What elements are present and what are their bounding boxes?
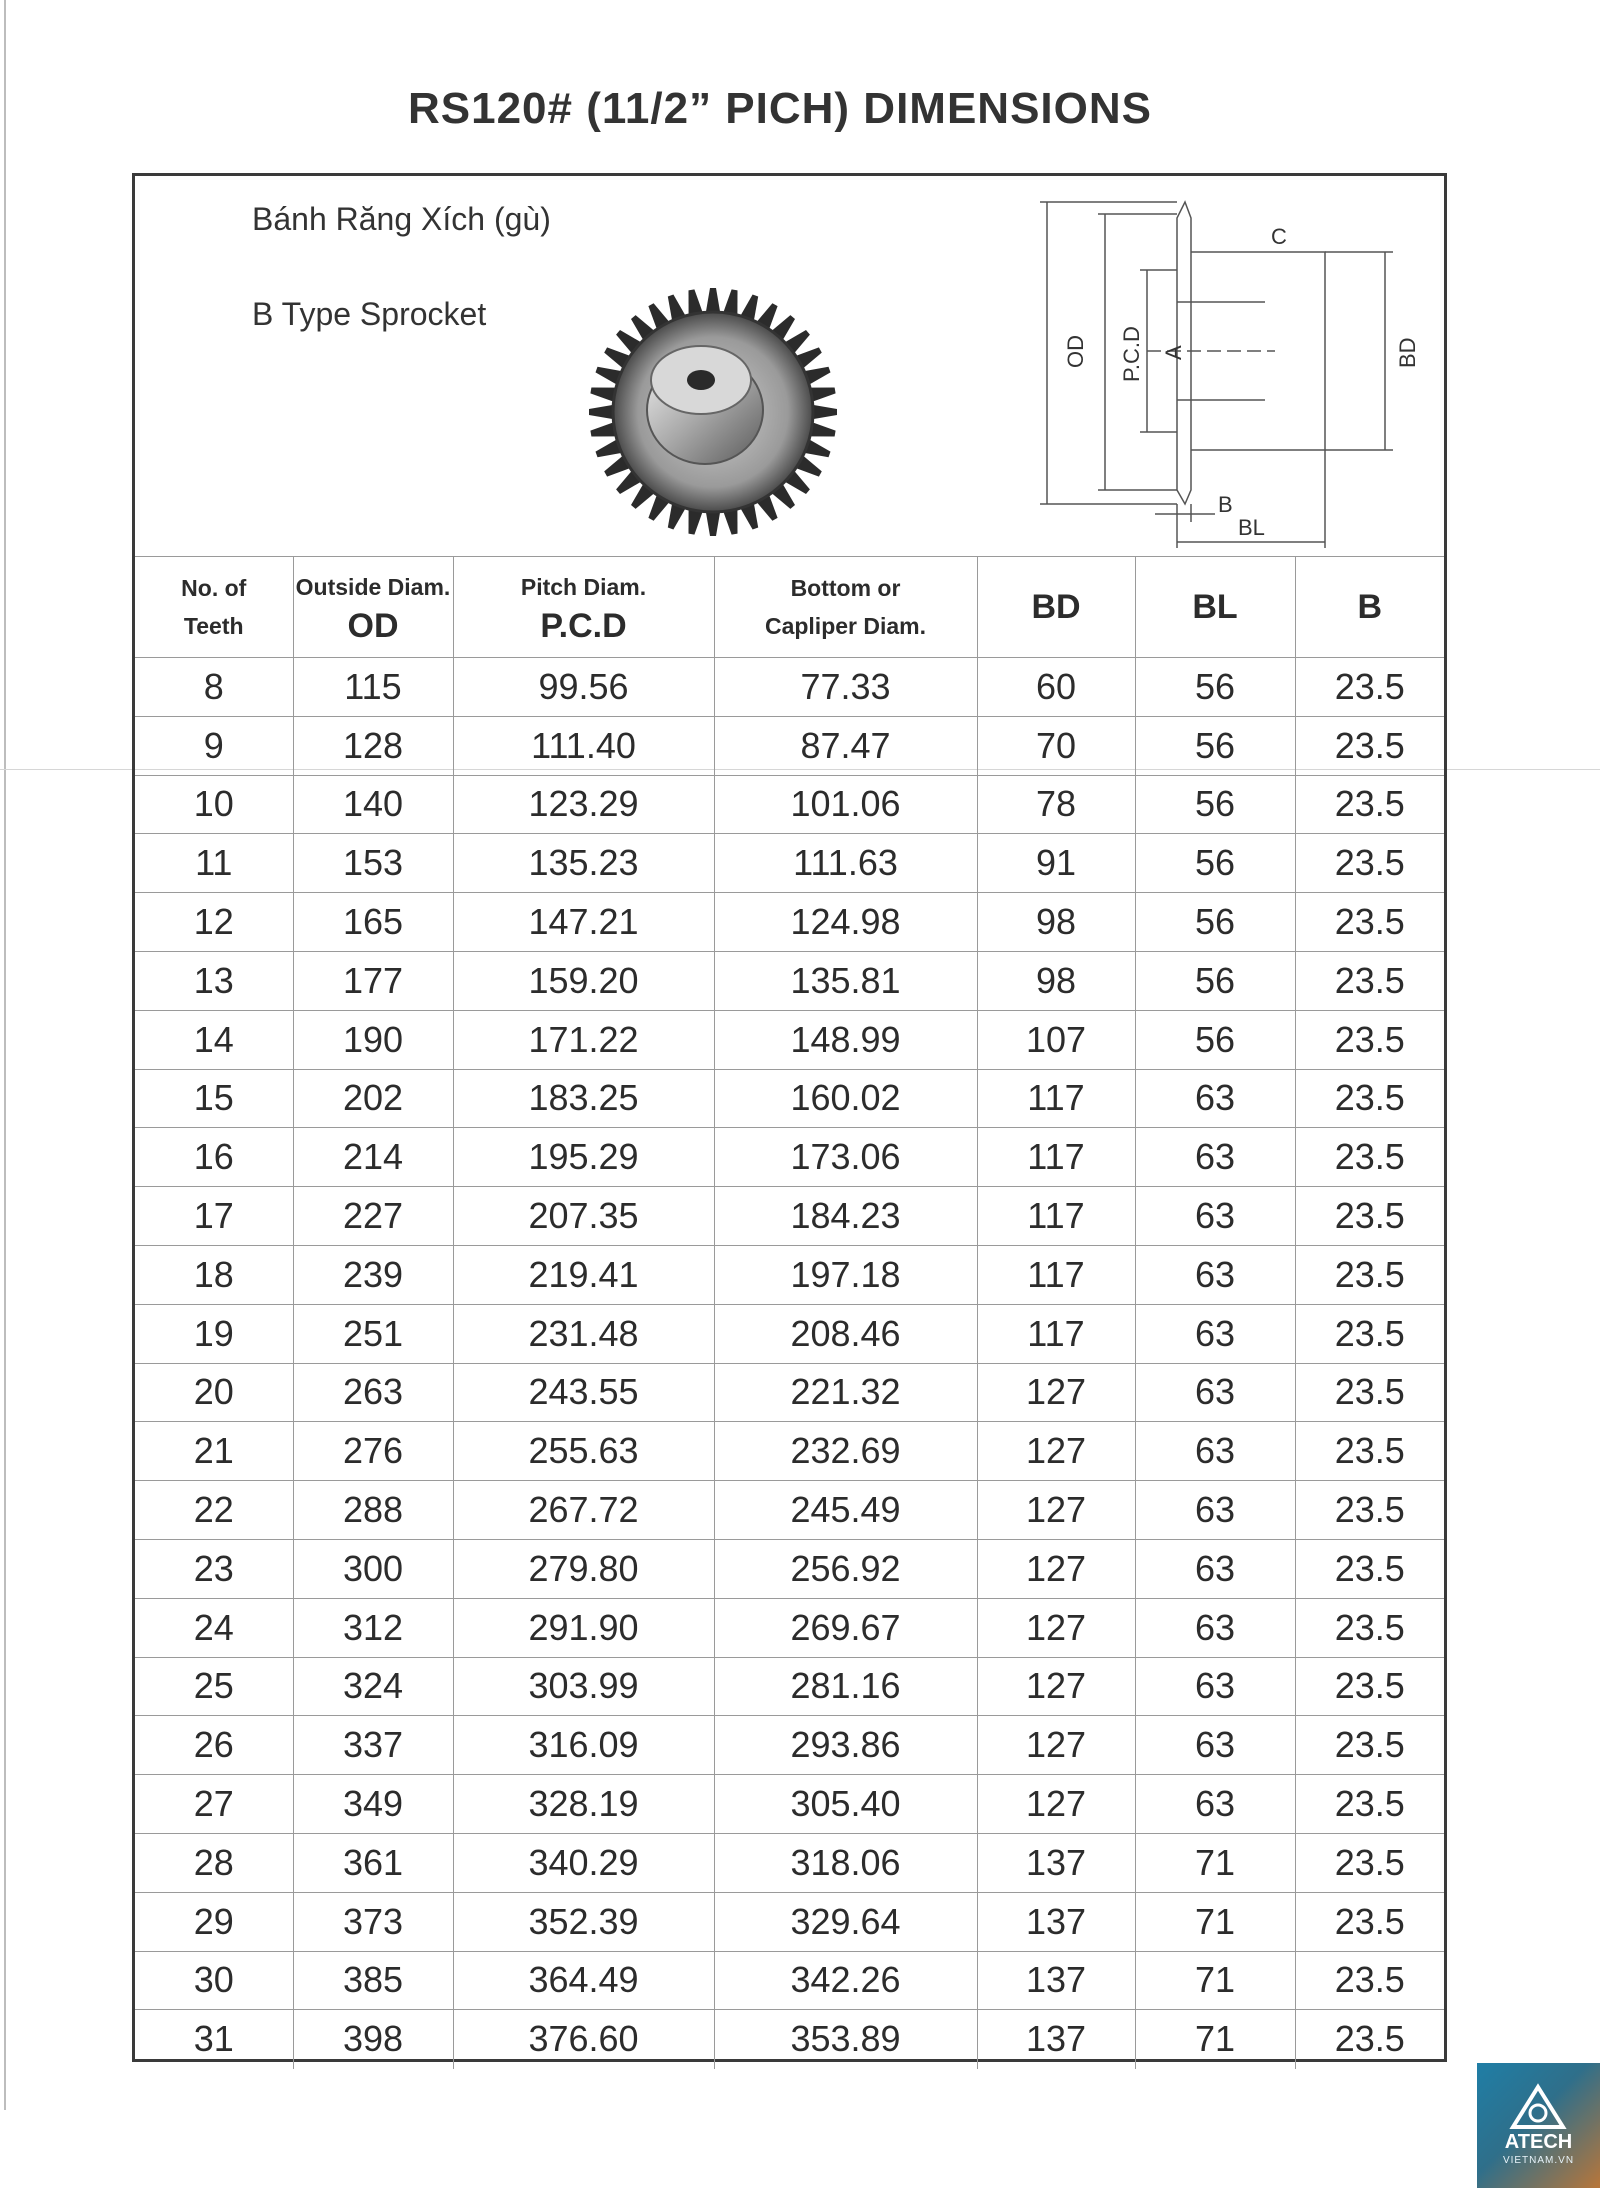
cell-od: 349 <box>293 1775 453 1834</box>
cell-od: 361 <box>293 1833 453 1892</box>
cell-bd: 107 <box>977 1010 1135 1069</box>
cell-bottom: 245.49 <box>714 1481 977 1540</box>
table-row <box>135 1598 1444 1657</box>
table-row <box>135 1187 1444 1246</box>
cell-bd: 117 <box>977 1187 1135 1246</box>
cell-bottom: 256.92 <box>714 1539 977 1598</box>
table-row <box>135 1010 1444 1069</box>
cell-teeth: 15 <box>135 1069 293 1128</box>
cell-teeth: 14 <box>135 1010 293 1069</box>
cell-od: 202 <box>293 1069 453 1128</box>
cell-bottom: 111.63 <box>714 834 977 893</box>
cell-teeth: 26 <box>135 1716 293 1775</box>
logo-mark-icon <box>1507 2083 1569 2131</box>
header-bl-label: BL <box>1192 587 1238 626</box>
cell-bl: 63 <box>1135 1775 1295 1834</box>
cell-bl: 63 <box>1135 1716 1295 1775</box>
cell-bl: 56 <box>1135 951 1295 1010</box>
diagram-label-od: OD <box>1063 335 1088 368</box>
cell-teeth: 25 <box>135 1657 293 1716</box>
cell-b: 23.5 <box>1295 1481 1444 1540</box>
cell-bottom: 148.99 <box>714 1010 977 1069</box>
cell-b: 23.5 <box>1295 658 1444 717</box>
table-row <box>135 2010 1444 2069</box>
cell-bottom: 269.67 <box>714 1598 977 1657</box>
header-pcd-line2: P.C.D <box>540 607 627 645</box>
cell-bd: 137 <box>977 1892 1135 1951</box>
header-teeth <box>135 557 293 658</box>
cell-pcd: 316.09 <box>453 1716 714 1775</box>
cell-b: 23.5 <box>1295 1010 1444 1069</box>
cell-pcd: 171.22 <box>453 1010 714 1069</box>
cell-pcd: 219.41 <box>453 1245 714 1304</box>
diagram-label-bd: BD <box>1395 337 1420 368</box>
cell-pcd: 340.29 <box>453 1833 714 1892</box>
cell-pcd: 183.25 <box>453 1069 714 1128</box>
cell-bd: 127 <box>977 1481 1135 1540</box>
cell-b: 23.5 <box>1295 1128 1444 1187</box>
cell-bottom: 221.32 <box>714 1363 977 1422</box>
cell-b: 23.5 <box>1295 1716 1444 1775</box>
cell-bottom: 101.06 <box>714 775 977 834</box>
cell-teeth: 11 <box>135 834 293 893</box>
table-row <box>135 1304 1444 1363</box>
cell-bottom: 173.06 <box>714 1128 977 1187</box>
cell-od: 239 <box>293 1245 453 1304</box>
table-row <box>135 1069 1444 1128</box>
table-row <box>135 834 1444 893</box>
cell-teeth: 18 <box>135 1245 293 1304</box>
header-teeth-line2: Teeth <box>183 613 244 639</box>
cell-bl: 56 <box>1135 1010 1295 1069</box>
table-row <box>135 1539 1444 1598</box>
cell-bottom: 77.33 <box>714 658 977 717</box>
cell-pcd: 123.29 <box>453 775 714 834</box>
cell-od: 153 <box>293 834 453 893</box>
header-teeth-line1: No. of <box>181 575 247 601</box>
cell-teeth: 10 <box>135 775 293 834</box>
cell-bl: 71 <box>1135 1892 1295 1951</box>
cell-teeth: 22 <box>135 1481 293 1540</box>
diagram-label-bl: BL <box>1238 515 1265 540</box>
header-od <box>293 557 453 658</box>
cell-bl: 63 <box>1135 1598 1295 1657</box>
cell-bottom: 197.18 <box>714 1245 977 1304</box>
header-b <box>1295 557 1444 658</box>
sprocket-tooth <box>811 405 837 420</box>
cell-pcd: 243.55 <box>453 1363 714 1422</box>
cell-bl: 56 <box>1135 775 1295 834</box>
header-bottom-line2: Capliper Diam. <box>764 613 927 639</box>
cell-pcd: 279.80 <box>453 1539 714 1598</box>
header-od-line1: Outside Diam. <box>295 574 451 600</box>
cell-b: 23.5 <box>1295 1304 1444 1363</box>
table-row <box>135 1481 1444 1540</box>
cell-od: 263 <box>293 1363 453 1422</box>
cell-bd: 127 <box>977 1422 1135 1481</box>
cell-teeth: 12 <box>135 893 293 952</box>
cell-bottom: 135.81 <box>714 951 977 1010</box>
cell-bl: 63 <box>1135 1363 1295 1422</box>
cell-teeth: 29 <box>135 1892 293 1951</box>
cell-bl: 56 <box>1135 834 1295 893</box>
cell-bd: 70 <box>977 716 1135 775</box>
sprocket-tooth <box>706 288 721 314</box>
cell-teeth: 24 <box>135 1598 293 1657</box>
cell-teeth: 16 <box>135 1128 293 1187</box>
sprocket-tooth <box>706 510 721 536</box>
cell-teeth: 9 <box>135 716 293 775</box>
cell-teeth: 27 <box>135 1775 293 1834</box>
cell-bl: 56 <box>1135 893 1295 952</box>
cell-b: 23.5 <box>1295 1598 1444 1657</box>
diagram-label-a: A <box>1161 345 1186 360</box>
cell-bottom: 329.64 <box>714 1892 977 1951</box>
cell-b: 23.5 <box>1295 1422 1444 1481</box>
table-row <box>135 1128 1444 1187</box>
product-name-vn: Bánh Răng Xích (gù) <box>252 201 551 237</box>
sprocket-image <box>583 282 843 542</box>
header-bottom <box>714 557 977 658</box>
diagram-label-b: B <box>1218 492 1233 517</box>
cell-teeth: 30 <box>135 1951 293 2010</box>
cell-od: 115 <box>293 658 453 717</box>
table-row <box>135 1892 1444 1951</box>
table-row <box>135 1716 1444 1775</box>
cell-b: 23.5 <box>1295 1892 1444 1951</box>
cell-pcd: 231.48 <box>453 1304 714 1363</box>
header-bl <box>1135 557 1295 658</box>
cell-teeth: 8 <box>135 658 293 717</box>
cell-pcd: 364.49 <box>453 1951 714 2010</box>
cell-teeth: 28 <box>135 1833 293 1892</box>
cell-teeth: 20 <box>135 1363 293 1422</box>
cell-teeth: 21 <box>135 1422 293 1481</box>
cell-od: 312 <box>293 1598 453 1657</box>
cell-bottom: 305.40 <box>714 1775 977 1834</box>
cell-bottom: 293.86 <box>714 1716 977 1775</box>
dimensions-table <box>135 556 1444 2069</box>
cell-pcd: 195.29 <box>453 1128 714 1187</box>
cell-pcd: 111.40 <box>453 716 714 775</box>
cell-teeth: 17 <box>135 1187 293 1246</box>
table-row <box>135 1245 1444 1304</box>
cell-bl: 63 <box>1135 1304 1295 1363</box>
cell-bd: 91 <box>977 834 1135 893</box>
cell-bd: 78 <box>977 775 1135 834</box>
cell-bottom: 318.06 <box>714 1833 977 1892</box>
cell-teeth: 13 <box>135 951 293 1010</box>
cell-od: 398 <box>293 2010 453 2069</box>
cell-od: 288 <box>293 1481 453 1540</box>
cell-bd: 127 <box>977 1716 1135 1775</box>
cell-bl: 63 <box>1135 1245 1295 1304</box>
cell-bottom: 208.46 <box>714 1304 977 1363</box>
diagram-label-c: C <box>1271 224 1287 249</box>
cell-bl: 71 <box>1135 2010 1295 2069</box>
cell-bottom: 353.89 <box>714 2010 977 2069</box>
cell-bl: 56 <box>1135 658 1295 717</box>
cell-b: 23.5 <box>1295 893 1444 952</box>
cell-b: 23.5 <box>1295 1833 1444 1892</box>
cell-bd: 137 <box>977 2010 1135 2069</box>
cell-bd: 127 <box>977 1657 1135 1716</box>
table-body <box>135 658 1444 2069</box>
table-row <box>135 1422 1444 1481</box>
cell-b: 23.5 <box>1295 1245 1444 1304</box>
cell-bd: 127 <box>977 1363 1135 1422</box>
cell-pcd: 135.23 <box>453 834 714 893</box>
page-title: RS120# (11/2” PICH) DIMENSIONS <box>407 84 1152 133</box>
cell-bl: 63 <box>1135 1657 1295 1716</box>
header-bd <box>977 557 1135 658</box>
cell-pcd: 291.90 <box>453 1598 714 1657</box>
dimensions-frame <box>132 173 1447 2062</box>
header-pcd-line1: Pitch Diam. <box>520 574 647 600</box>
cell-bl: 63 <box>1135 1069 1295 1128</box>
cell-od: 214 <box>293 1128 453 1187</box>
cell-od: 190 <box>293 1010 453 1069</box>
table-row <box>135 1657 1444 1716</box>
cell-bl: 63 <box>1135 1539 1295 1598</box>
cell-pcd: 352.39 <box>453 1892 714 1951</box>
header-bd-label: BD <box>1031 587 1081 626</box>
header-b-label: B <box>1357 587 1383 626</box>
cell-bottom: 342.26 <box>714 1951 977 2010</box>
header-bottom-line1: Bottom or <box>790 575 901 601</box>
cell-od: 385 <box>293 1951 453 2010</box>
atech-logo <box>1477 2063 1600 2188</box>
cell-pcd: 303.99 <box>453 1657 714 1716</box>
cell-bottom: 184.23 <box>714 1187 977 1246</box>
sprocket-dimension-diagram <box>915 192 1505 552</box>
cell-bd: 117 <box>977 1304 1135 1363</box>
cell-bl: 63 <box>1135 1128 1295 1187</box>
cell-teeth: 23 <box>135 1539 293 1598</box>
cell-pcd: 267.72 <box>453 1481 714 1540</box>
cell-bd: 98 <box>977 893 1135 952</box>
table-row <box>135 775 1444 834</box>
header-od-line2: OD <box>347 607 399 645</box>
product-name-en: B Type Sprocket <box>252 296 487 332</box>
cell-b: 23.5 <box>1295 1775 1444 1834</box>
cell-b: 23.5 <box>1295 834 1444 893</box>
table-row <box>135 1833 1444 1892</box>
cell-pcd: 328.19 <box>453 1775 714 1834</box>
header-pcd <box>453 557 714 658</box>
cell-bd: 117 <box>977 1245 1135 1304</box>
cell-od: 177 <box>293 951 453 1010</box>
cell-b: 23.5 <box>1295 775 1444 834</box>
cell-bottom: 160.02 <box>714 1069 977 1128</box>
cell-teeth: 31 <box>135 2010 293 2069</box>
cell-bd: 137 <box>977 1951 1135 2010</box>
cell-od: 227 <box>293 1187 453 1246</box>
cell-bl: 63 <box>1135 1187 1295 1246</box>
table-row <box>135 716 1444 775</box>
cell-bottom: 124.98 <box>714 893 977 952</box>
cell-b: 23.5 <box>1295 716 1444 775</box>
cell-bd: 127 <box>977 1598 1135 1657</box>
logo-text: ATECH <box>1504 2131 1573 2153</box>
table-row <box>135 893 1444 952</box>
cell-b: 23.5 <box>1295 1657 1444 1716</box>
cell-bd: 127 <box>977 1539 1135 1598</box>
cell-bl: 56 <box>1135 716 1295 775</box>
cell-b: 23.5 <box>1295 1187 1444 1246</box>
cell-b: 23.5 <box>1295 951 1444 1010</box>
cell-b: 23.5 <box>1295 1069 1444 1128</box>
cell-od: 165 <box>293 893 453 952</box>
page-left-edge <box>4 0 6 2110</box>
cell-b: 23.5 <box>1295 1951 1444 2010</box>
table-header-row <box>135 557 1444 658</box>
cell-od: 128 <box>293 716 453 775</box>
cell-pcd: 255.63 <box>453 1422 714 1481</box>
cell-pcd: 99.56 <box>453 658 714 717</box>
cell-pcd: 376.60 <box>453 2010 714 2069</box>
cell-bd: 117 <box>977 1069 1135 1128</box>
cell-bl: 71 <box>1135 1951 1295 2010</box>
cell-teeth: 19 <box>135 1304 293 1363</box>
cell-b: 23.5 <box>1295 2010 1444 2069</box>
logo-subtext: VIETNAM.VN <box>1502 2155 1575 2166</box>
cell-bl: 63 <box>1135 1481 1295 1540</box>
cell-od: 251 <box>293 1304 453 1363</box>
cell-bl: 71 <box>1135 1833 1295 1892</box>
table-row <box>135 951 1444 1010</box>
cell-od: 276 <box>293 1422 453 1481</box>
cell-pcd: 207.35 <box>453 1187 714 1246</box>
cell-pcd: 159.20 <box>453 951 714 1010</box>
cell-pcd: 147.21 <box>453 893 714 952</box>
cell-od: 300 <box>293 1539 453 1598</box>
cell-bd: 60 <box>977 658 1135 717</box>
cell-bd: 127 <box>977 1775 1135 1834</box>
cell-bl: 63 <box>1135 1422 1295 1481</box>
cell-bd: 137 <box>977 1833 1135 1892</box>
cell-bd: 98 <box>977 951 1135 1010</box>
cell-b: 23.5 <box>1295 1363 1444 1422</box>
cell-od: 140 <box>293 775 453 834</box>
table-row <box>135 1775 1444 1834</box>
table-row <box>135 1363 1444 1422</box>
sprocket-tooth <box>589 405 615 420</box>
cell-bd: 117 <box>977 1128 1135 1187</box>
cell-od: 324 <box>293 1657 453 1716</box>
cell-b: 23.5 <box>1295 1539 1444 1598</box>
cell-bottom: 281.16 <box>714 1657 977 1716</box>
diagram-label-pcd: P.C.D <box>1119 326 1144 382</box>
cell-bottom: 232.69 <box>714 1422 977 1481</box>
table-row <box>135 658 1444 717</box>
cell-bottom: 87.47 <box>714 716 977 775</box>
cell-od: 373 <box>293 1892 453 1951</box>
cell-od: 337 <box>293 1716 453 1775</box>
table-row <box>135 1951 1444 2010</box>
